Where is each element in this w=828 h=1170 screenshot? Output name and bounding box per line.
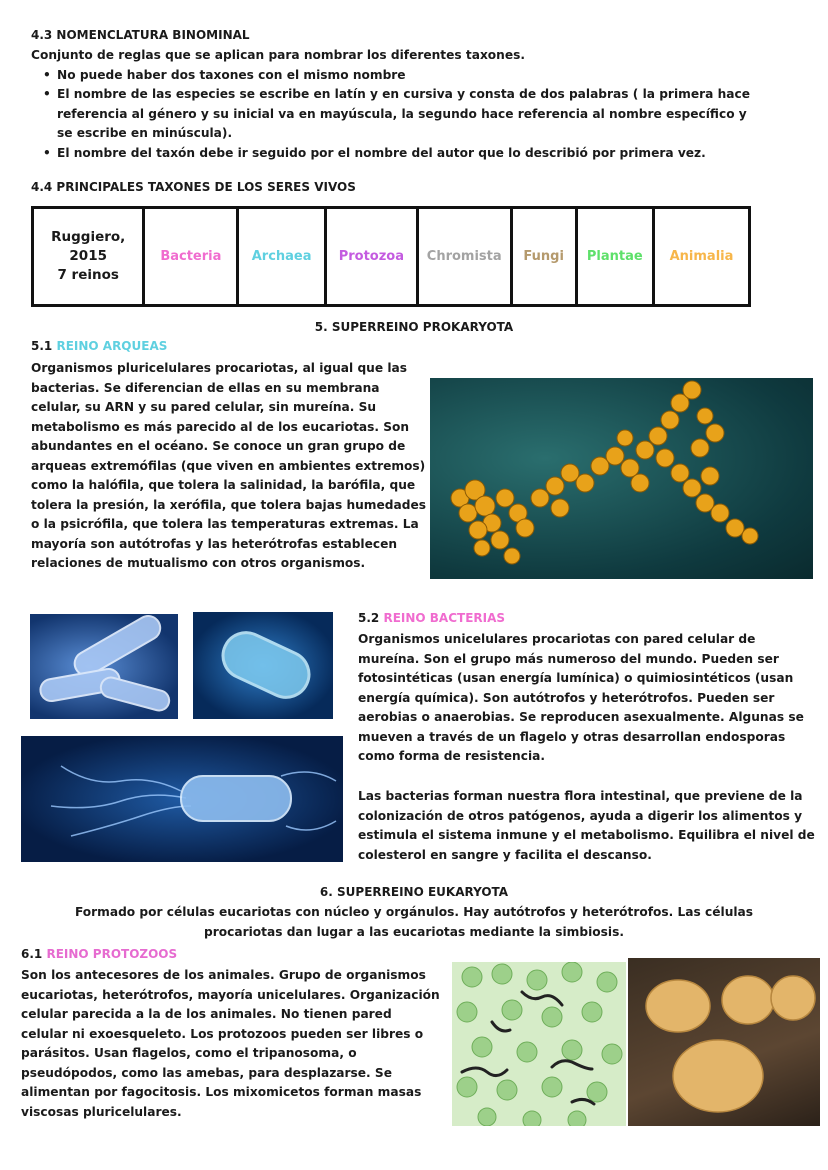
section-4-3-title: 4.3 NOMENCLATURA BINOMINAL	[31, 28, 250, 42]
section-4-4-title: 4.4 PRINCIPALES TAXONES DE LOS SERES VIVOS	[31, 180, 356, 194]
section-6-1-title	[21, 947, 177, 962]
bacteria-rods-illustration	[30, 614, 178, 719]
section-number: 5.2	[358, 611, 380, 625]
section-5-1-title	[31, 339, 167, 354]
author-label: Ruggiero,	[51, 229, 126, 245]
year-label: 2015	[69, 248, 107, 264]
bacteria-capsule-image	[193, 612, 333, 719]
table-head-cell	[33, 208, 144, 306]
list-item: • El nombre del taxón debe ir seguido por el nombre del autor que lo describió por primera vez.	[31, 144, 771, 164]
trypanosoma-illustration	[452, 962, 626, 1126]
section-name: REINO PROTOZOOS	[46, 947, 178, 961]
slime-mold-illustration	[628, 958, 820, 1126]
kingdom-protozoa: Protozoa	[325, 208, 417, 306]
section-name: REINO BACTERIAS	[383, 611, 506, 625]
section-5-title: 5. SUPERREINO PROKARYOTA	[314, 320, 514, 334]
slime-mold-image	[628, 958, 820, 1126]
section-number: 5.1	[31, 339, 53, 353]
section-6-title: 6. SUPERREINO EUKARYOTA	[319, 885, 509, 899]
section-5-1-text: Organismos pluricelulares procariotas, al igual que las bacterias. Se diferencian de ellas en su membrana celular, su ARN y su pared celular, sin mureína. Su metabolismo es más parecido al de los eucariotas. Son abundantes en el océano. Se conoce un gran grupo de arqueas extremófilas (que viven en ambientes extremos) como la halófila, que tolera la salinidad, la barófila, que tolera la presión, la xerófila, que tolera bajas humedades o la psicrófila, que tolera las temperaturas extremas. La mayoría son autótrofas y las heterótrofas establecen relaciones de mutualismo con otros organismos.	[31, 361, 426, 570]
bacteria-rods-image	[30, 614, 178, 719]
kingdom-animalia: Animalia	[654, 208, 750, 306]
bacteria-flagellum-image	[21, 736, 343, 862]
section-name: REINO ARQUEAS	[56, 339, 168, 353]
kingdom-bacteria: Bacteria	[144, 208, 238, 306]
archaea-cells-illustration	[430, 378, 813, 579]
archaea-micrograph-image	[430, 378, 813, 579]
kingdom-chromista: Chromista	[417, 208, 511, 306]
section-5-2-title	[358, 611, 505, 626]
section-5-2-text-1: Organismos unicelulares procariotas con pared celular de mureína. Son el grupo más numeroso del mundo. Pueden ser fotosintéticas (usan energía lumínica) o quimiosintéticos (usan energía química). Son autótrofos y heterótrofos. Pueden ser aerobias o anaerobias. Se reproducen asexualmente. Algunas se mueven a través de un flagelo y otras desarrollan endosporas como forma de resistencia.	[358, 632, 804, 763]
kingdom-count-label: 7 reinos	[57, 267, 119, 283]
section-4-3-body	[31, 46, 771, 163]
section-6-1-text: Son los antecesores de los animales. Grupo de organismos eucariotas, heterótrofos, mayoría unicelulares. Organización celular parecida a la de los animales. No tienen pared celular ni exoesqueleto. Los protozoos pueden ser libres o parásitos. Usan flagelos, como el tripanosoma, o pseudópodos, como las amebas, para desplazarse. Se alimentan por fagocitosis. Los mixomicetos forman masas viscosas pluricelulares.	[21, 968, 440, 1119]
kingdom-fungi: Fungi	[511, 208, 576, 306]
section-6-intro: Formado por células eucariotas con núcleo y orgánulos. Hay autótrofos y heterótrofos. Las células procariotas dan lugar a las eucariotas mediante la simbiosis.	[74, 905, 754, 939]
section-4-3-intro: Conjunto de reglas que se aplican para nombrar los diferentes taxones.	[31, 48, 525, 62]
taxa-table	[31, 206, 751, 307]
trypanosoma-blood-image	[452, 962, 626, 1126]
section-5-2-text-2: Las bacterias forman nuestra flora intestinal, que previene de la colonización de otros patógenos, ayuda a digerir los alimentos y estimula el sistema inmune y el metabolismo. Equilibra el nivel de colesterol en sangre y facilita el descanso.	[358, 789, 815, 862]
kingdom-plantae: Plantae	[576, 208, 653, 306]
list-item: • El nombre de las especies se escribe en latín y en cursiva y consta de dos palabras ( la primera hace referencia al género y su inicial va en mayúscula, la segundo hace referencia al nombre específico y se escribe en minúscula).	[31, 85, 771, 144]
section-number: 6.1	[21, 947, 43, 961]
table-row	[33, 208, 750, 306]
nomenclature-rules-list	[31, 66, 771, 164]
kingdom-archaea: Archaea	[238, 208, 326, 306]
bacteria-capsule-illustration	[193, 612, 333, 719]
bacteria-flagellum-illustration	[21, 736, 343, 862]
list-item: • No puede haber dos taxones con el mismo nombre	[31, 66, 771, 86]
